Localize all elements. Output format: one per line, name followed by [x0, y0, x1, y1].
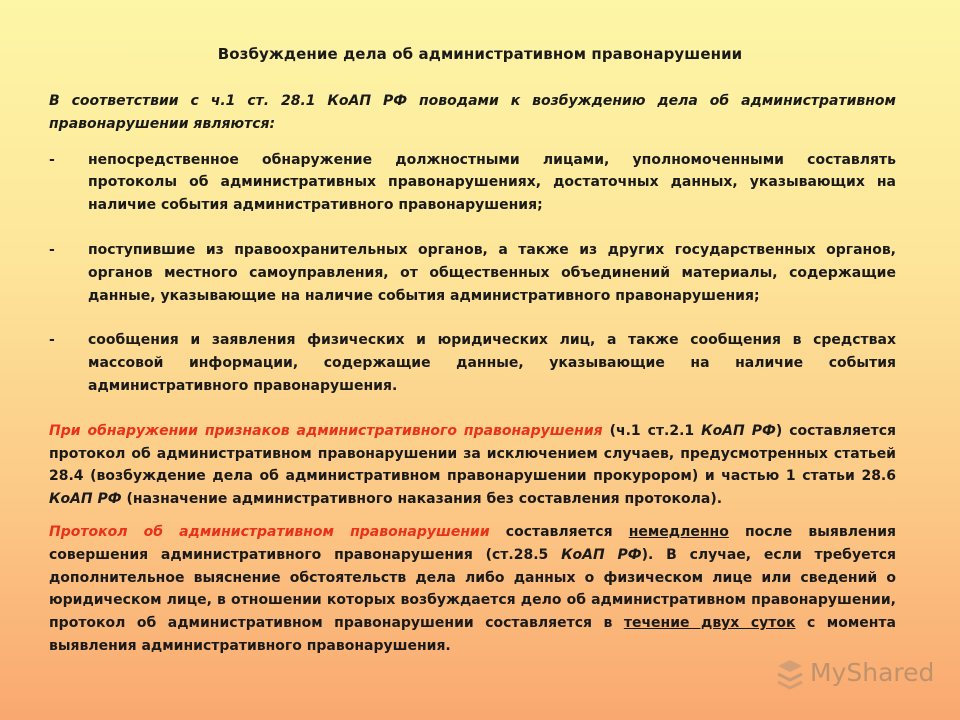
text-run: (назначение административного наказания без составления протокола). — [121, 491, 723, 508]
list-marker: - — [49, 151, 55, 168]
highlight-phrase: При обнаружении признаков административного правонарушения — [49, 422, 603, 439]
text-run: ) составляется протокол об административном правонарушении за исключением случаев, предусмотренных статьей 28.4 (возбуждение дела об административном правонарушении прокурором) и частью 1 статьи 28.6 — [49, 422, 896, 485]
grounds-list — [49, 149, 896, 398]
code-ref: КоАП РФ — [701, 422, 776, 439]
slide-title: Возбуждение дела об административном правонарушении — [217, 45, 743, 63]
underlined-term: немедленно — [628, 523, 729, 540]
underlined-term: течение двух суток — [623, 615, 796, 632]
highlight-phrase: Протокол об административном правонарушении — [49, 523, 490, 540]
text-run: составляется — [489, 523, 629, 540]
watermark-text: MyShared — [810, 658, 935, 687]
slide-content — [49, 90, 896, 658]
list-marker: - — [49, 332, 55, 349]
watermark — [772, 654, 935, 694]
list-item-text: поступившие из правоохранительных органов, а также из других государственных органов, органов местного самоуправления, от общественных объединений материалы, содержащие данные, указывающие на наличие события административного правонарушения; — [88, 241, 896, 304]
code-ref: КоАП РФ — [561, 546, 642, 563]
text-run: ). В случае, если требуется дополнительное выяснение обстоятельств дела либо данных о физическом лице или сведений о юридическом лице, в отношении которых возбуждается дело об административном правонарушении, протокол об административном правонарушении составляется в — [49, 546, 896, 632]
paragraph-protocol-rule — [49, 420, 896, 511]
watermark-logo-icon — [772, 656, 808, 692]
text-run: после выявления совершения административного правонарушения (ст.28.5 — [49, 523, 896, 563]
list-item-text: сообщения и заявления физических и юридических лиц, а также сообщения в средствах массовой информации, содержащие данные, указывающие на наличие события административного правонарушения. — [88, 332, 896, 394]
list-item — [49, 329, 896, 397]
text-run: (ч.1 ст.2.1 — [602, 422, 702, 439]
list-item — [49, 149, 896, 217]
list-marker: - — [49, 241, 55, 258]
list-item — [49, 239, 896, 307]
intro-text: В соответствии с ч.1 ст. 28.1 КоАП РФ поводами к возбуждению дела об административном правонарушении являются: — [49, 93, 896, 132]
list-item-text: непосредственное обнаружение должностными лицами, уполномоченными составлять протоколы об административных правонарушениях, достаточных данных, указывающих на наличие события административного правонарушения; — [88, 151, 896, 214]
text-run: с момента выявления административного правонарушения. — [49, 615, 896, 654]
paragraph-protocol-timing — [49, 521, 896, 658]
code-ref: КоАП РФ — [49, 491, 122, 508]
